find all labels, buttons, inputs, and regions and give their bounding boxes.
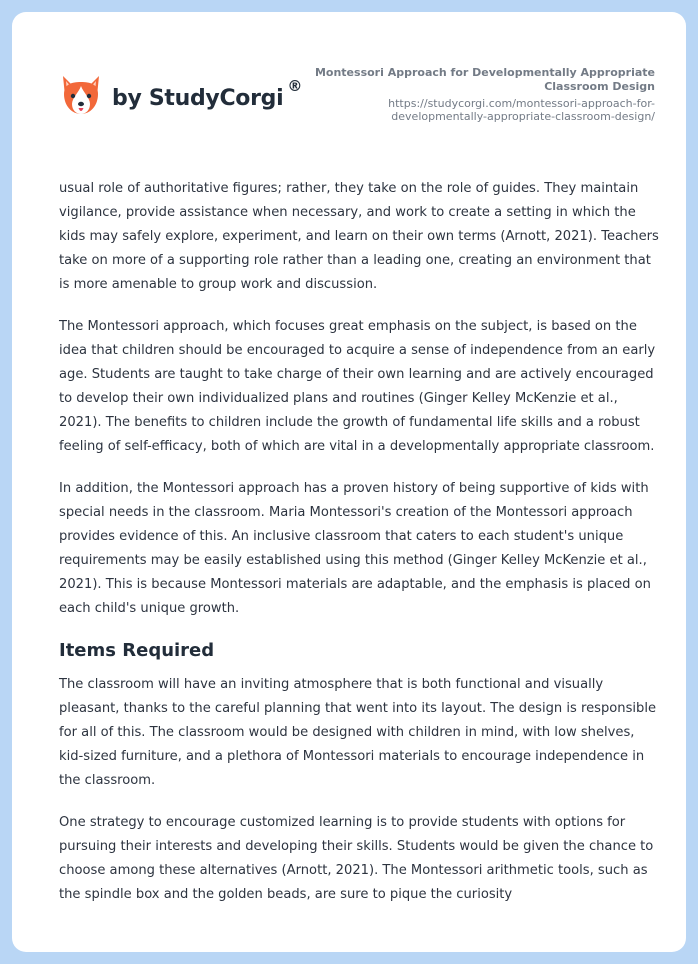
document-title: Montessori Approach for Developmentally Appropriate Classroom Design xyxy=(314,66,655,93)
body-paragraph: In addition, the Montessori approach has a proven history of being supportive of kids with special needs in the classroom. Maria Montessori's creation of the Montessori approach provides evidence of this. An inclusive classroom that caters to each student's unique requirements may be easily established using this method (Ginger Kelley McKenzie et al., 2021). This is because Montessori materials are adaptable, and the emphasis is placed on each child's unique growth. xyxy=(59,481,651,616)
document-meta xyxy=(295,66,655,123)
document-url[interactable]: https://studycorgi.com/montessori-approach-for-developmentally-appropriate-classroom-design/ xyxy=(388,97,655,123)
body-paragraph: The Montessori approach, which focuses great emphasis on the subject, is based on the idea that children should be encouraged to acquire a sense of independence from an early age. Students are taught to take charge of their own learning and are actively encouraged to develop their own individualized plans and routines (Ginger Kelley McKenzie et al., 2021). The benefits to children include the growth of fundamental life skills and a robust feeling of self-efficacy, both of which are vital in a developmentally appropriate classroom. xyxy=(59,319,656,454)
section-heading: Items Required xyxy=(59,640,215,661)
corgi-logo-icon xyxy=(60,74,102,118)
studycorgi-logo[interactable] xyxy=(60,74,302,118)
brand-name: by StudyCorgi xyxy=(112,85,284,111)
body-paragraph: usual role of authoritative figures; rather, they take on the role of guides. They maintain vigilance, provide assistance when necessary, and work to create a setting in which the kids may safely explore, experiment, and learn on their own terms (Arnott, 2021). Teachers take on more of a supporting role rather than a leading one, creating an environment that is more amenable to group work and discussion. xyxy=(59,181,659,292)
page-header xyxy=(12,12,686,152)
document-body xyxy=(59,177,659,925)
document-page xyxy=(12,12,686,952)
body-paragraph: One strategy to encourage customized learning is to provide students with options for pursuing their interests and developing their skills. Students would be given the chance to choose among these alternatives (Arnott, 2021). The Montessori arithmetic tools, such as the spindle box and the golden beads, are sure to pique the curiosity xyxy=(59,815,654,902)
registered-mark: ® xyxy=(287,77,303,95)
body-paragraph: The classroom will have an inviting atmosphere that is both functional and visually pleasant, thanks to the careful planning that went into its layout. The design is responsible for all of this. The classroom would be designed with children in mind, with low shelves, kid-sized furniture, and a plethora of Montessori materials to encourage independence in the classroom. xyxy=(59,677,657,788)
